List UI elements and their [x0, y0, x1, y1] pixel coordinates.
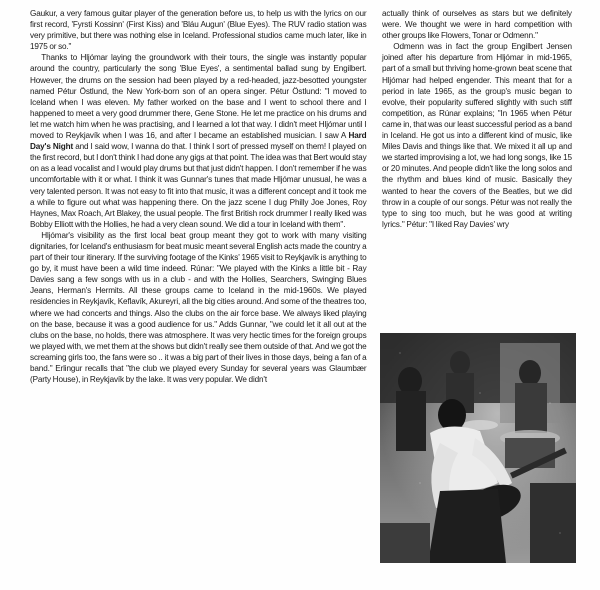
paragraph-2 — [30, 52, 367, 230]
paragraph-1-text: Gaukur, a very famous guitar player of the generation before us, to help us with the lyrics on our first record, 'Fyrsti Kossinn' (First Kiss) and 'Bláu Augun' (Blue Eyes). The RUV radio station was very primitive, but there was nothing else in Iceland. Professional studios came much later, like in 1975 or so." — [30, 8, 367, 52]
left-text-column — [30, 8, 367, 385]
band-photo — [380, 333, 576, 563]
paragraph-3 — [30, 230, 367, 385]
band-photo-icon — [380, 333, 576, 563]
paragraph-5-text: Odmenn was in fact the group Engilbert Jensen joined after his departure from Hljómar in mid-1965, part of a small but thriving home-grown beat scene that Hljómar had helped engender. This meant that for a period in late 1965, as the group's music began to evolve, their popularity suffered slightly with such stiff competition, as Rúnar explains; "In 1965 when Pétur came in, that was our least successful period as a band in Iceland. He got us into a different kind of music, like Miles Davis and things like that. We mixed it all up and we started improvising a lot, we had long songs, like 15 or 20 minutes. And people didn't like the long solos and the rhythm and blues kind of music. Basically they wanted to hear the covers of the Beatles, but we did throw in a couple of our songs. Pétur was not really the type to sing too much, but he was good at writing lyrics." Pétur: "I liked Ray Davies' wry — [382, 41, 572, 229]
right-text-column — [382, 8, 572, 230]
paragraph-3-text: Hljómar's visibility as the first local beat group meant they got to work with many visiting dignitaries, for Iceland's enthusiasm for beat music meant several English acts made the country a part of their tour itinerary. If the surviving footage of the Kinks' 1965 visit to Reykjavík is anything to go by, it must have been a wild time indeed. Rúnar: "We played with the Kinks a little bit - Ray Davies sang a few songs with us in a club - and with the Hollies, Searchers, Swinging Blues Jeans, Herman's Hermits. All these groups came to Iceland in the mid-1960s. We played residencies in Reykjavík, Keflavík, Akureyri, all the big cities around. And some of the theatres too, where we had concerts and things. Also the clubs on the air force base. We always liked playing on the base, because it was a good audience for us." Adds Gunnar, "we could let it all out at the clubs on the base, no holds, there was atmosphere. It was very hectic times for the foreign groups we played with, we met them at the shows but didn't really see them outside of that. And we got the screaming girls too, the fans were so .. it was a big part of their lives in those days, being a fan of a band." Erlingur recalls that "the club we played every Sunday for several years was Glaumbær (Party House), in Reykjavík by the lake. It was very popular. We didn't — [30, 229, 367, 385]
paragraph-4-text: actually think of ourselves as stars but we definitely were. We thought we were in hard competition with other groups like Flowers, Tonar or Odmenn." — [382, 8, 572, 41]
paragraph-5 — [382, 41, 572, 230]
paragraph-1 — [30, 8, 367, 52]
paragraph-2-text-before: Thanks to Hljómar laying the groundwork with their tours, the single was instantly popular around the country, particularly the song 'Blue Eyes', a sentimental ballad sung by Engilbert. However, the drums on the session had been played by a red-headed, jazz-besotted youngster named Pétur Östlund, the New York-born son of an opera singer. Pétur Östlund: "I moved to Iceland when I was eleven. My father worked on the base and I went to school there and I happened to meet a very good drummer there, Gene Stone. He let me practice on his drums and let me watch him when he was practising, and I learned a lot that way. I didn't meet Hljómar until I moved to Reykjavík when I was 16, and after I became an established musician. I saw A — [30, 52, 367, 141]
film-title: Hard Day's Night — [30, 130, 367, 152]
paragraph-4 — [382, 8, 572, 41]
paragraph-2-text-after: and I said wow, I wanna do that. I think I sort of pressed myself on them! I played on the first record, but I don't think I had done any gigs at that point. The idea was that Bert would stay on as a lead vocalist and I would play drums but that just didn't happen. I don't remember if he was uncomfortable with it or what. I think it was Gunnar's tunes that made Hljómar unusual, he was a very talented person. It was not easy to fit into that music, it was a different concept and it took me a while to figure out what was happening there. On the jazz scene I dug Philly Joe Jones, Roy Haynes, Max Roach, Art Blakey, the usual people. The first British rock drummer I really liked was Bobby Elliott with the Hollies, he had a very clean sound. We did a tour in Iceland with them". — [30, 141, 367, 229]
